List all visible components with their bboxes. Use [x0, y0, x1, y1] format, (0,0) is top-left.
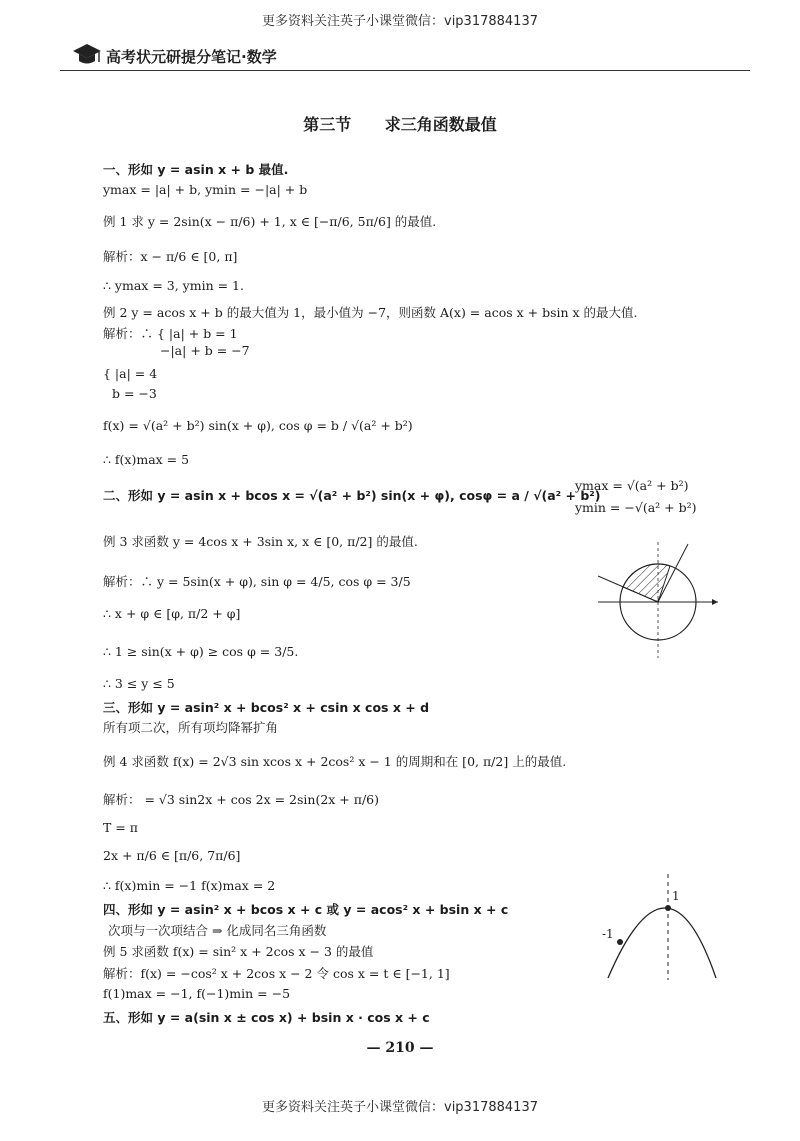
example-5: 例 5 求函数 f(x) = sin² x + 2cos x − 3 的最值	[103, 944, 374, 959]
formula-line: ymax = |a| + b, ymin = −|a| + b	[103, 182, 308, 197]
solution-line: 解析：f(x) = −cos² x + 2cos x − 2 令 cos x = t ∈ [−1, 1]	[103, 966, 450, 981]
result-line: ∴ 3 ≤ y ≤ 5	[103, 676, 175, 691]
heading-form-2: 二、形如 y = asin x + bcos x = √(a² + b²) sin(x + φ), cosφ = a / √(a² + b²)	[103, 488, 601, 503]
x-axis-arrow-icon	[712, 599, 718, 605]
running-head-text: 高考状元研提分笔记·数学	[106, 48, 277, 66]
result-line: ∴ ymax = 3, ymin = 1.	[103, 278, 244, 293]
heading-form-5: 五、形如 y = a(sin x ± cos x) + bsin x · cos x + c	[103, 1010, 430, 1025]
solution-line: 解析：∴ { |a| + b = 1	[103, 326, 238, 341]
solution-line: 解析：∴ y = 5sin(x + φ), sin φ = 4/5, cos φ = 3/5	[103, 574, 411, 589]
solution-line: 解析： = √3 sin2x + cos 2x = 2sin(2x + π/6)	[103, 792, 380, 807]
solution-line: 解析：x − π/6 ∈ [0, π]	[103, 249, 238, 264]
result-line: ∴ f(x)min = −1 f(x)max = 2	[103, 878, 276, 893]
example-4: 例 4 求函数 f(x) = 2√3 sin xcos x + 2cos² x − 1 的周期和在 [0, π/2] 上的最值.	[103, 754, 567, 769]
solution-line: f(x) = √(a² + b²) sin(x + φ), cos φ = b / √(a² + b²)	[103, 418, 413, 433]
header-rule	[60, 70, 750, 71]
formula-line: ymin = −√(a² + b²)	[575, 500, 697, 515]
heading-form-1: 一、形如 y = asin x + b 最值.	[103, 162, 289, 177]
example-3: 例 3 求函数 y = 4cos x + 3sin x, x ∈ [0, π/2] 的最值.	[103, 534, 418, 549]
solution-line: ∴ 1 ≥ sin(x + φ) ≥ cos φ = 3/5.	[103, 644, 299, 659]
result-line: f(1)max = −1, f(−1)min = −5	[103, 986, 291, 1001]
parabola-figure	[594, 868, 724, 990]
parabola-curve	[608, 908, 716, 978]
formula-line: ymax = √(a² + b²)	[575, 478, 689, 493]
watermark-bottom: 更多资料关注英子小课堂微信：vip317884137	[262, 1100, 538, 1115]
heading-form-4: 四、形如 y = asin² x + bcos x + c 或 y = acos² x + bsin x + c	[103, 902, 509, 917]
solution-line: −|a| + b = −7	[160, 343, 250, 358]
vertex-point	[665, 905, 671, 911]
running-head	[60, 40, 760, 74]
solution-line: b = −3	[112, 386, 157, 401]
solution-line: { |a| = 4	[103, 366, 158, 381]
watermark-top: 更多资料关注英子小课堂微信：vip317884137	[262, 14, 538, 29]
result-line: ∴ f(x)max = 5	[103, 452, 190, 467]
left-label: -1	[602, 927, 614, 941]
solution-line: ∴ x + φ ∈ [φ, π/2 + φ]	[103, 606, 241, 621]
graduation-cap-icon	[72, 42, 102, 68]
unit-circle-figure	[590, 540, 730, 660]
hatched-sector	[623, 564, 670, 602]
page-number: — 210 —	[366, 1040, 434, 1056]
solution-line: T = π	[103, 820, 138, 835]
example-1: 例 1 求 y = 2sin(x − π/6) + 1, x ∈ [−π/6, 5π/6] 的最值.	[103, 214, 437, 229]
solution-line: 2x + π/6 ∈ [π/6, 7π/6]	[103, 848, 241, 863]
peak-label: 1	[672, 889, 680, 903]
note-line: 次项与一次项结合 ⇒ 化成同名三角函数	[108, 923, 327, 938]
heading-form-3: 三、形如 y = asin² x + bcos² x + csin x cos x + d	[103, 700, 430, 715]
note-line: 所有项二次，所有项均降幂扩角	[103, 720, 279, 735]
section-title: 第三节 求三角函数最值	[303, 115, 497, 134]
left-endpoint	[617, 939, 623, 945]
example-2: 例 2 y = acos x + b 的最大值为 1，最小值为 −7，则函数 A(x) = acos x + bsin x 的最大值.	[103, 305, 638, 320]
